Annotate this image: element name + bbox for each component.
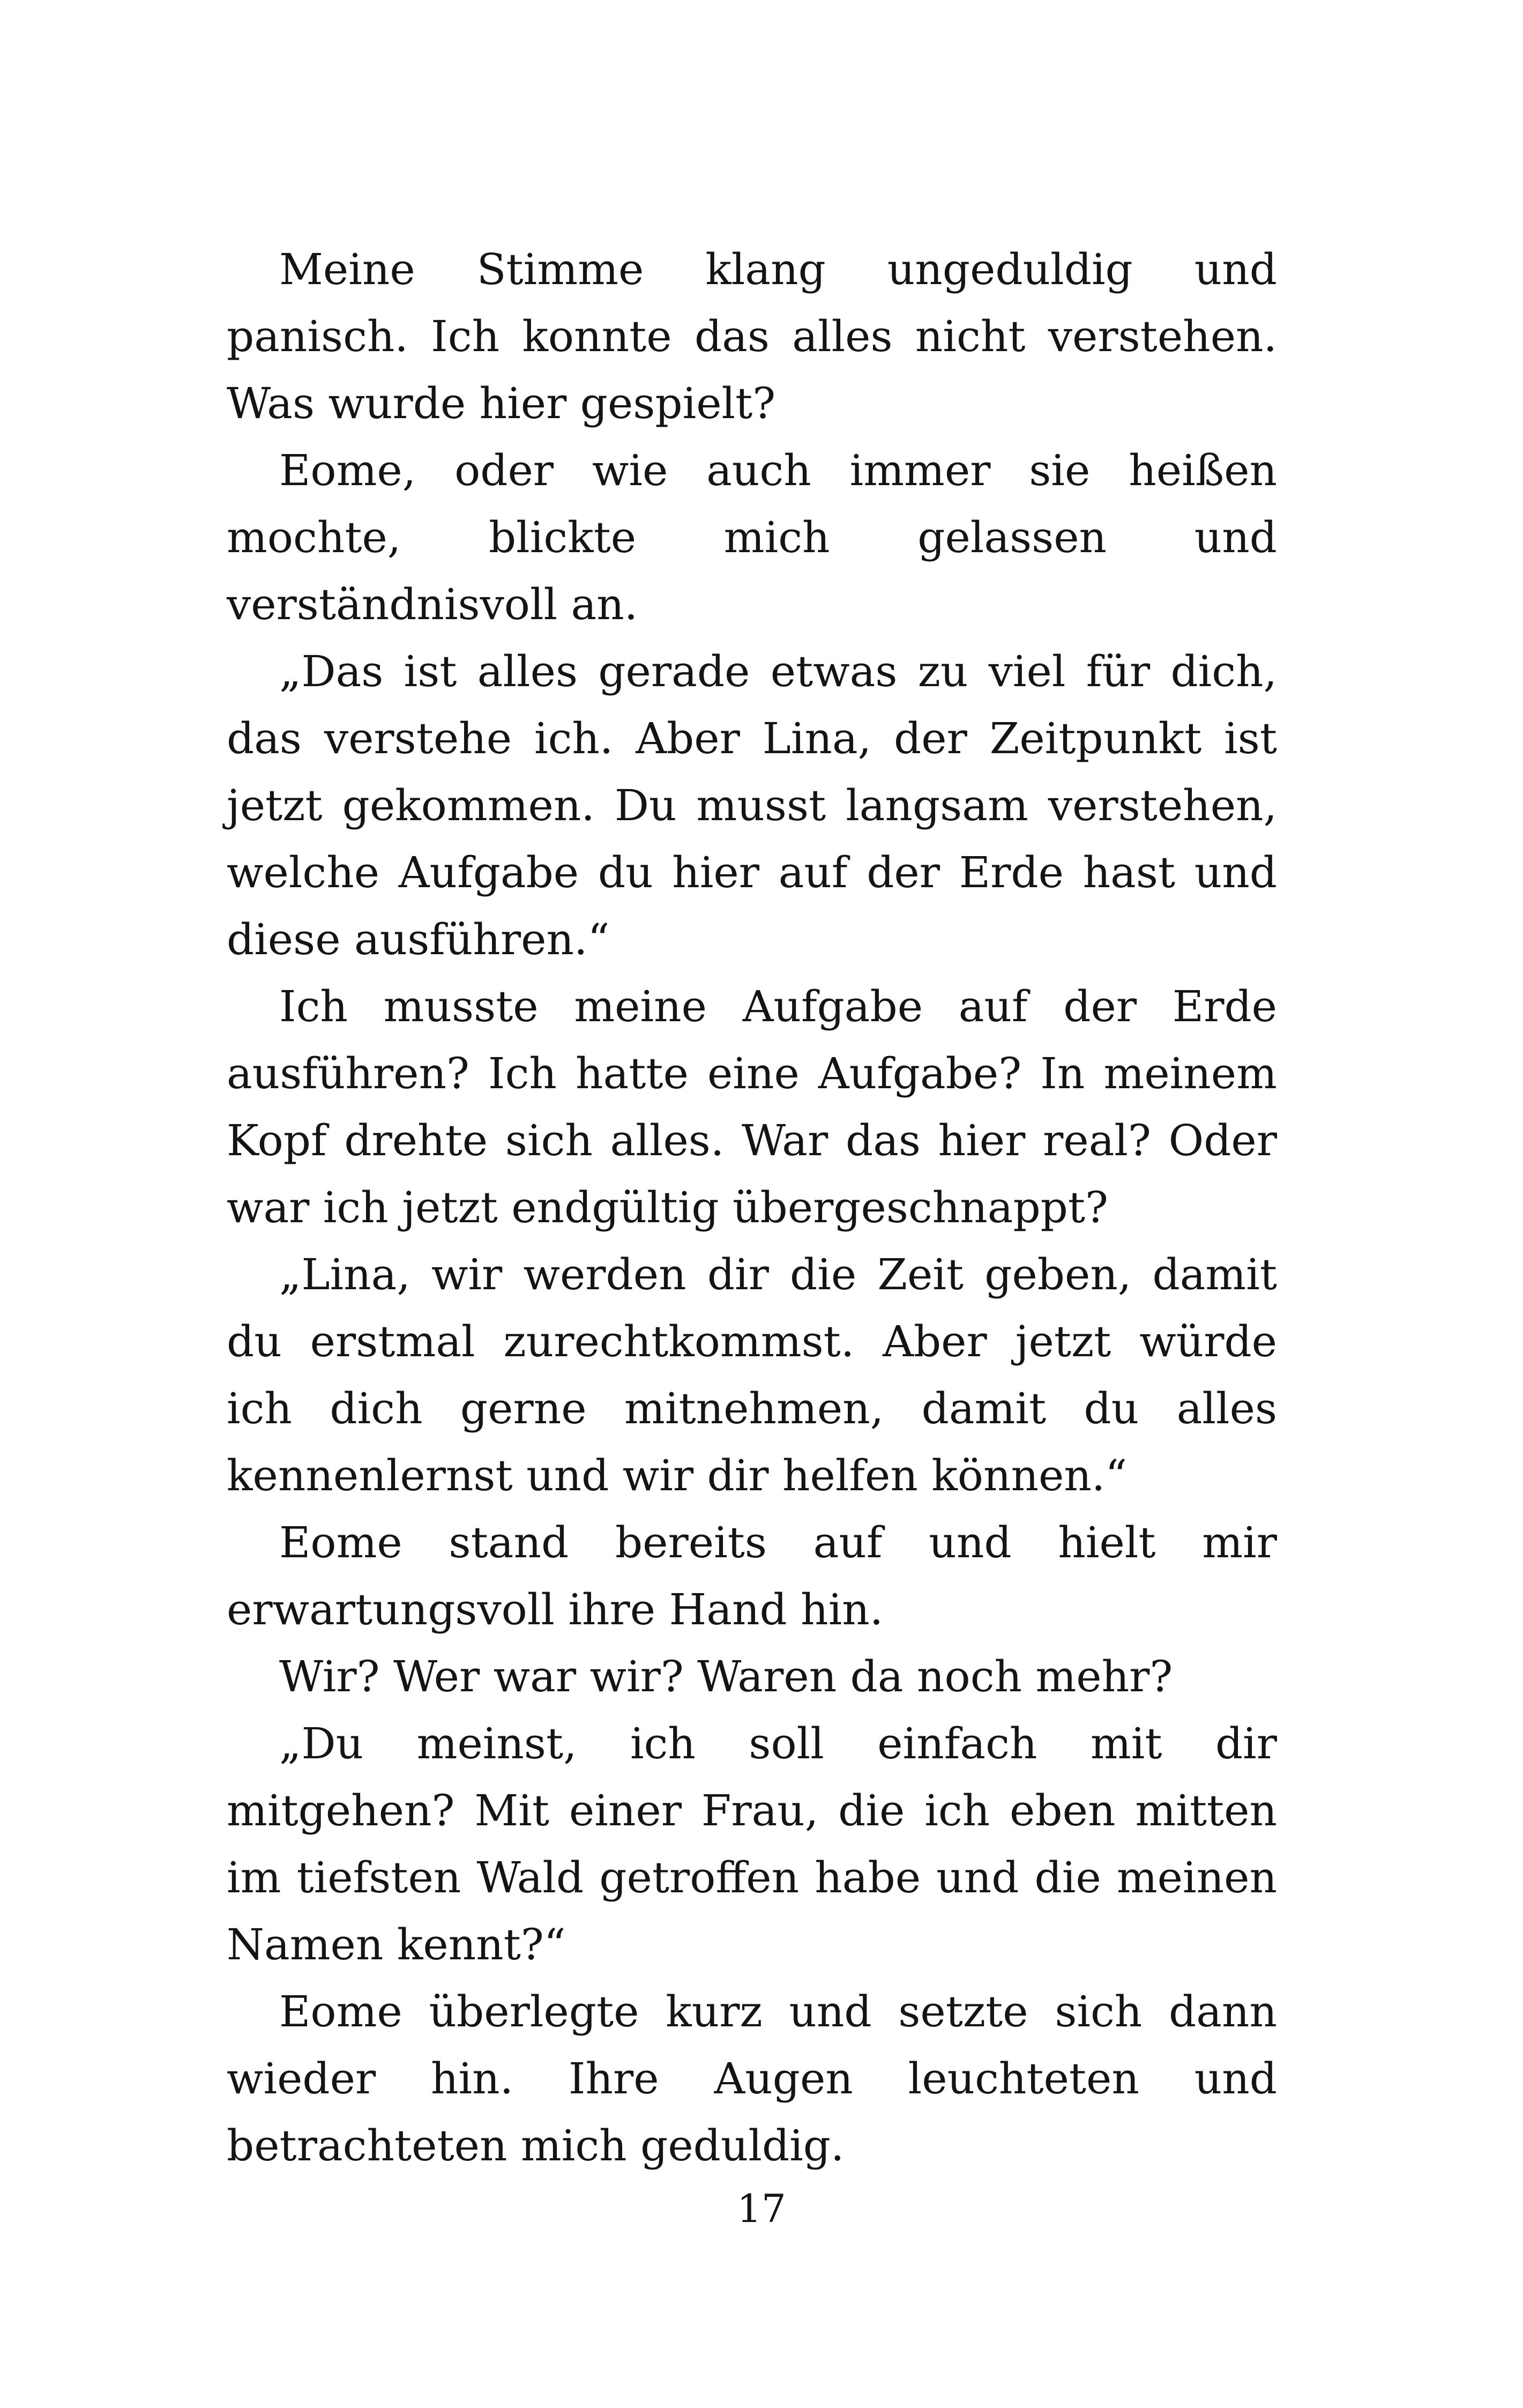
body-text	[227, 236, 1277, 2179]
paragraph: Eome, oder wie auch immer sie heißen mochte, blickte mich gelassen und verständnisvoll an.	[227, 445, 1277, 629]
paragraph: „Lina, wir werden dir die Zeit geben, damit du erstmal zurechtkommst. Aber jetzt würde ich dich gerne mitnehmen, damit du alles kennenlernst und wir dir helfen können.“	[227, 1250, 1277, 1500]
paragraph: Eome überlegte kurz und setzte sich dann wieder hin. Ihre Augen leuchteten und betrachteten mich geduldig.	[227, 1987, 1277, 2171]
paragraph: „Du meinst, ich soll einfach mit dir mitgehen? Mit einer Frau, die ich eben mitten im tiefsten Wald getroffen habe und die meinen Namen kennt?“	[227, 1719, 1277, 1969]
paragraph: „Das ist alles gerade etwas zu viel für dich, das verstehe ich. Aber Lina, der Zeitpunkt ist jetzt gekommen. Du musst langsam verstehen, welche Aufgabe du hier auf der Erde hast und diese ausführen.“	[227, 646, 1277, 964]
paragraph: Eome stand bereits auf und hielt mir erwartungsvoll ihre Hand hin.	[227, 1518, 1277, 1634]
paragraph: Wir? Wer war wir? Waren da noch mehr?	[279, 1652, 1173, 1701]
page-number: 17	[737, 2186, 786, 2231]
paragraph: Meine Stimme klang ungeduldig und panisch. Ich konnte das alles nicht verstehen. Was wurde hier gespielt?	[227, 244, 1277, 428]
paragraph: Ich musste meine Aufgabe auf der Erde ausführen? Ich hatte eine Aufgabe? In meinem Kopf drehte sich alles. War das hier real? Oder war ich jetzt endgültig übergeschnappt?	[227, 982, 1277, 1232]
